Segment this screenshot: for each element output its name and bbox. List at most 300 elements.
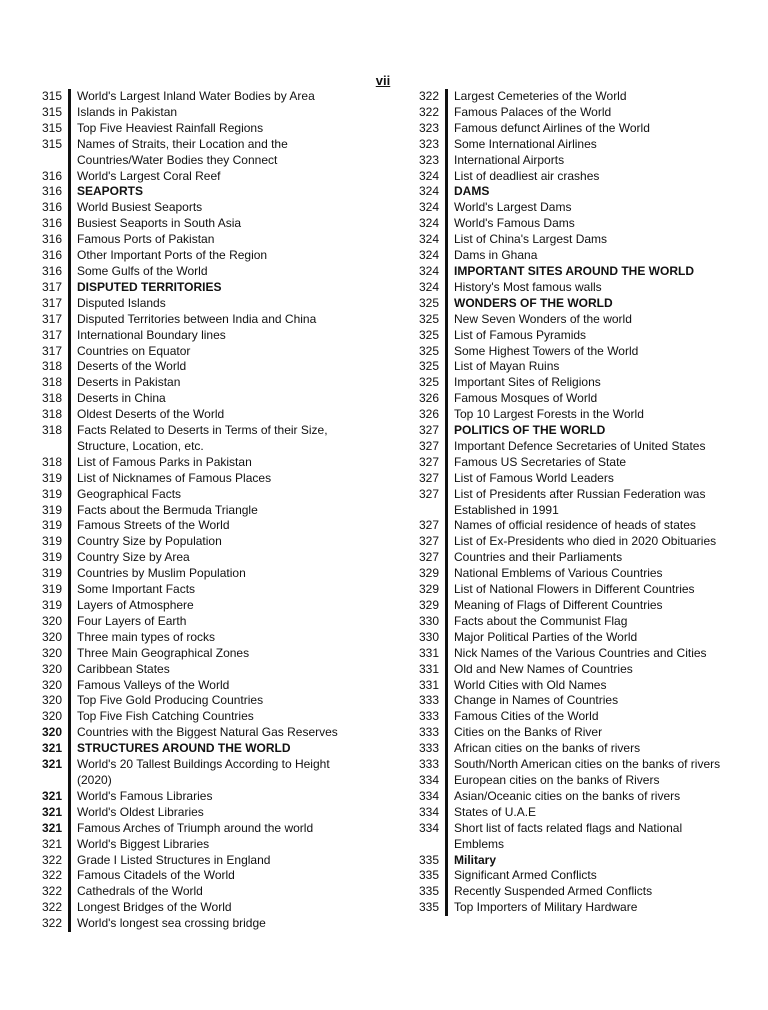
toc-entry [395,646,735,662]
toc-entry [18,503,363,519]
toc-page-number: 318 [41,391,62,406]
toc-page-number: 325 [418,343,439,358]
toc-divider-bar [68,582,71,598]
toc-divider-bar [445,455,448,471]
toc-page-number: 327 [418,534,439,549]
toc-page-number: 318 [41,454,62,469]
toc-divider-bar [445,725,448,741]
toc-entry [18,884,363,900]
toc-page-number: 330 [418,613,439,628]
toc-entry [18,789,363,805]
toc-entry-title: List of deadliest air crashes [454,168,600,183]
toc-entry-title: Asian/Oceanic cities on the banks of rivers [454,788,681,803]
toc-page-number: 317 [41,295,62,310]
toc-entry-title: Nick Names of the Various Countries and Cities [454,645,707,660]
toc-entry [18,630,363,646]
toc-page-number: 324 [418,263,439,278]
toc-divider-bar [68,216,71,232]
toc-page-number: 320 [41,725,62,740]
toc-divider-bar [445,821,448,853]
toc-entry [18,137,363,169]
toc-entry-title: Famous US Secretaries of State [454,454,627,469]
toc-divider-bar [68,328,71,344]
toc-divider-bar [445,137,448,153]
toc-entry-title: Famous Cities of the World [454,709,599,724]
toc-entry [18,169,363,185]
toc-page-number: 329 [418,598,439,612]
toc-page-number: 320 [41,709,62,724]
toc-page-number: 327 [418,470,439,485]
toc-entry [395,821,735,853]
toc-page-number: 319 [41,534,62,549]
toc-divider-bar [68,248,71,264]
toc-entry-title: Short list of facts related flags and National Emblems [454,820,683,851]
toc-entry [18,757,363,789]
toc-entry-title: World's 20 Tallest Buildings According to Height (2020) [77,757,330,787]
toc-divider-bar [445,232,448,248]
toc-entry [395,105,735,121]
toc-entry [18,344,363,360]
toc-page-number: 327 [418,550,439,565]
toc-entry [395,359,735,375]
toc-divider-bar [445,121,448,137]
toc-page-number: 317 [41,343,62,358]
toc-divider-bar [445,359,448,375]
toc-entry [395,375,735,391]
toc-entry-title: Geographical Facts [77,486,182,501]
toc-divider-bar [68,423,71,455]
toc-entry [18,375,363,391]
toc-entry-title: List of Famous Parks in Pakistan [77,454,252,469]
toc-entry-title: Famous Streets of the World [77,518,230,533]
toc-entry [18,709,363,725]
toc-page-number: 324 [418,168,439,183]
toc-entry [18,821,363,837]
toc-divider-bar [445,375,448,391]
toc-entry-title: Significant Armed Conflicts [454,868,597,883]
toc-entry [395,582,735,598]
toc-divider-bar [68,868,71,884]
toc-entry [395,455,735,471]
toc-entry [395,280,735,296]
toc-divider-bar [445,678,448,694]
toc-divider-bar [445,566,448,582]
toc-divider-bar [68,646,71,662]
toc-entry [395,598,735,614]
toc-divider-bar [445,598,448,614]
toc-page-number: 333 [418,709,439,724]
toc-page-number: 333 [418,725,439,740]
toc-page-number: 316 [41,248,62,263]
toc-page-number: 321 [41,741,62,756]
toc-entry [18,89,363,105]
toc-page-number: 323 [418,136,439,151]
toc-entry-title: Top Five Gold Producing Countries [77,693,264,708]
toc-entry-title: Recently Suspended Armed Conflicts [454,884,653,899]
toc-divider-bar [68,805,71,821]
toc-divider-bar [445,773,448,789]
toc-page-number: 329 [418,566,439,581]
toc-page-number: 327 [418,423,439,438]
toc-entry-title: Famous Mosques of World [454,391,598,406]
toc-entry [395,741,735,757]
toc-page-number: 321 [41,836,62,851]
toc-entry-title: Top Importers of Military Hardware [454,900,638,915]
toc-entry-title: Longest Bridges of the World [77,900,232,915]
toc-entry-title: List of Famous Pyramids [454,327,587,342]
toc-page-number: 324 [418,184,439,199]
toc-page-number: 321 [41,788,62,803]
toc-divider-bar [445,264,448,280]
toc-page-number: 315 [41,136,62,151]
toc-divider-bar [68,518,71,534]
toc-divider-bar [68,884,71,900]
toc-divider-bar [68,407,71,423]
toc-entry [395,550,735,566]
toc-page-number: 320 [41,693,62,708]
toc-entry [18,805,363,821]
toc-entry [395,534,735,550]
toc-entry-title: World's Oldest Libraries [77,804,204,819]
toc-page-number: 331 [418,661,439,676]
toc-entry [395,121,735,137]
toc-page-number: 333 [418,757,439,772]
toc-page-number: 319 [41,582,62,597]
toc-page-number: 333 [418,741,439,756]
toc-entry-title: Dams in Ghana [454,248,538,263]
toc-divider-bar [68,916,71,932]
toc-divider-bar [445,900,448,916]
toc-divider-bar [68,312,71,328]
toc-divider-bar [445,630,448,646]
toc-entry [18,423,363,455]
toc-page-number: 317 [41,327,62,342]
toc-divider-bar [68,725,71,741]
toc-entry-title: Facts about the Communist Flag [454,613,628,628]
toc-entry-title: Famous Ports of Pakistan [77,232,215,247]
toc-entry-title: Important Defence Secretaries of United States [454,438,706,453]
toc-entry [395,757,735,773]
toc-divider-bar [445,662,448,678]
toc-divider-bar [68,487,71,503]
toc-divider-bar [68,169,71,185]
contents-column-right [395,89,735,916]
toc-entry [395,725,735,741]
toc-entry-title: South/North American cities on the banks of rivers [454,757,721,772]
toc-divider-bar [68,391,71,407]
toc-divider-bar [445,534,448,550]
toc-entry-title: Some International Airlines [454,136,597,151]
toc-entry [18,264,363,280]
toc-entry [18,312,363,328]
toc-entry [395,169,735,185]
toc-page-number: 318 [41,407,62,422]
toc-divider-bar [68,359,71,375]
toc-entry-title: States of U.A.E [454,804,537,819]
toc-page-number: 325 [418,375,439,390]
toc-page-number: 322 [41,900,62,915]
toc-entry [395,709,735,725]
toc-entry [395,566,735,582]
toc-entry [395,264,735,280]
toc-divider-bar [68,137,71,169]
toc-divider-bar [445,805,448,821]
toc-entry [395,153,735,169]
toc-page-number: 321 [41,804,62,819]
toc-entry [18,868,363,884]
toc-page-number: 327 [418,486,439,501]
toc-entry [395,630,735,646]
toc-divider-bar [445,853,448,869]
toc-entry [18,916,363,932]
toc-divider-bar [445,296,448,312]
toc-divider-bar [445,169,448,185]
toc-divider-bar [445,487,448,519]
toc-page-number: 324 [418,248,439,263]
toc-page-number: 320 [41,613,62,628]
toc-divider-bar [445,312,448,328]
toc-divider-bar [68,598,71,614]
toc-page-number: 315 [41,104,62,119]
toc-page-number: 333 [418,693,439,708]
toc-entry [18,646,363,662]
toc-page-number: 331 [418,677,439,692]
toc-divider-bar [445,328,448,344]
toc-divider-bar [445,423,448,439]
toc-entry-title: Important Sites of Religions [454,375,601,390]
toc-divider-bar [445,550,448,566]
toc-divider-bar [68,821,71,837]
toc-entry [395,391,735,407]
toc-divider-bar [68,900,71,916]
toc-entry-title: SEAPORTS [77,184,144,199]
toc-entry [18,662,363,678]
toc-entry-title: Famous Valleys of the World [77,677,230,692]
toc-entry-title: Islands in Pakistan [77,104,178,119]
toc-entry-title: World's Biggest Libraries [77,836,210,851]
toc-entry-title: List of Mayan Ruins [454,359,560,374]
toc-divider-bar [68,550,71,566]
toc-divider-bar [445,709,448,725]
toc-entry [18,184,363,200]
toc-entry [18,471,363,487]
toc-entry [395,328,735,344]
toc-entry-title: Names of official residence of heads of states [454,518,696,533]
contents-column-left [18,89,363,932]
toc-divider-bar [68,375,71,391]
toc-entry-title: List of National Flowers in Different Countries [454,582,695,597]
toc-divider-bar [445,248,448,264]
toc-entry-title: Oldest Deserts of the World [77,407,225,422]
toc-entry [395,232,735,248]
toc-divider-bar [68,200,71,216]
toc-divider-bar [68,630,71,646]
toc-divider-bar [445,439,448,455]
toc-entry [395,296,735,312]
toc-entry-title: European cities on the banks of Rivers [454,772,660,787]
toc-page-number: 326 [418,407,439,422]
toc-divider-bar [445,407,448,423]
toc-entry-title: POLITICS OF THE WORLD [454,423,606,438]
toc-divider-bar [68,693,71,709]
toc-page-number: 322 [418,104,439,119]
toc-entry-title: International Airports [454,152,565,167]
toc-entry-title: Grade I Listed Structures in England [77,852,271,867]
toc-entry [395,853,735,869]
toc-entry-title: Three Main Geographical Zones [77,645,250,660]
toc-page-number: 329 [418,582,439,597]
toc-entry [395,900,735,916]
toc-entry [18,216,363,232]
toc-entry [395,407,735,423]
toc-entry [18,598,363,614]
toc-divider-bar [68,614,71,630]
toc-page-number: 319 [41,486,62,501]
toc-entry [18,359,363,375]
toc-entry-title: Some Important Facts [77,582,196,597]
toc-page-number: 322 [41,884,62,899]
toc-page-number: 331 [418,645,439,660]
toc-divider-bar [68,853,71,869]
toc-page-number: 315 [41,120,62,135]
toc-entry-title: Top Five Fish Catching Countries [77,709,254,724]
toc-page-number: 322 [41,916,62,931]
toc-divider-bar [445,582,448,598]
toc-page-number: 317 [41,279,62,294]
toc-divider-bar [445,614,448,630]
toc-page-number: 323 [418,152,439,167]
toc-entry [18,725,363,741]
toc-entry [395,487,735,519]
toc-page-number: 320 [41,629,62,644]
toc-entry-title: Countries on Equator [77,343,191,358]
toc-page-number: 324 [418,200,439,215]
toc-entry [395,200,735,216]
toc-entry-title: IMPORTANT SITES AROUND THE WORLD [454,263,694,278]
toc-divider-bar [68,89,71,105]
toc-entry-title: Major Political Parties of the World [454,629,638,644]
toc-entry-title: World's Largest Inland Water Bodies by Area [77,89,315,103]
toc-entry [18,693,363,709]
toc-entry-title: Change in Names of Countries [454,693,619,708]
toc-entry [395,614,735,630]
toc-page-number: 318 [41,359,62,374]
toc-entry [18,121,363,137]
toc-entry-title: Famous defunct Airlines of the World [454,120,650,135]
toc-page-number: 334 [418,820,439,835]
toc-entry-title: Deserts in China [77,391,166,406]
toc-page-number: 327 [418,438,439,453]
toc-entry-title: Military [454,852,497,867]
toc-entry-title: New Seven Wonders of the world [454,311,632,326]
toc-entry-title: Top Five Heaviest Rainfall Regions [77,120,264,135]
toc-divider-bar [445,280,448,296]
toc-divider-bar [68,534,71,550]
toc-page-number: 326 [418,391,439,406]
toc-divider-bar [68,344,71,360]
toc-entry [18,455,363,471]
toc-page-number: 322 [41,868,62,883]
toc-entry-title: Countries and their Parliaments [454,550,623,565]
toc-page-number: 319 [41,550,62,565]
toc-entry [395,678,735,694]
toc-entry-title: Some Gulfs of the World [77,263,208,278]
toc-entry-title: Deserts of the World [77,359,187,374]
toc-entry-title: List of China's Largest Dams [454,232,608,247]
toc-entry [395,344,735,360]
toc-entry-title: National Emblems of Various Countries [454,566,663,581]
toc-entry [18,741,363,757]
toc-page-number: 322 [41,852,62,867]
toc-divider-bar [445,518,448,534]
toc-entry-title: World's Famous Dams [454,216,575,231]
toc-entry-title: Famous Citadels of the World [77,868,235,883]
toc-entry [18,853,363,869]
toc-divider-bar [68,471,71,487]
toc-entry-title: Disputed Territories between India and China [77,311,317,326]
toc-entry-title: Four Layers of Earth [77,613,187,628]
toc-entry-title: Deserts in Pakistan [77,375,181,390]
toc-entry-title: Famous Arches of Triumph around the world [77,820,314,835]
toc-page-number: 321 [41,757,62,772]
toc-entry-title: World Cities with Old Names [454,677,607,692]
toc-page-number: 316 [41,263,62,278]
toc-entry [395,184,735,200]
toc-divider-bar [68,184,71,200]
toc-divider-bar [445,868,448,884]
toc-entry-title: Top 10 Largest Forests in the World [454,407,644,422]
toc-entry [18,391,363,407]
toc-entry-title: History's Most famous walls [454,279,602,294]
toc-entry-title: World Busiest Seaports [77,200,203,215]
toc-entry-title: Countries with the Biggest Natural Gas Reserves [77,725,338,740]
toc-divider-bar [445,105,448,121]
toc-page-number: 316 [41,216,62,231]
toc-page-number: 321 [41,820,62,835]
toc-entry [18,248,363,264]
toc-page-number: 335 [418,900,439,915]
toc-entry [395,884,735,900]
toc-page-number: 316 [41,200,62,215]
toc-page-number: 319 [41,566,62,581]
toc-entry-title: Busiest Seaports in South Asia [77,216,242,231]
toc-entry-title: Facts Related to Deserts in Terms of their Size, Structure, Location, etc. [77,423,328,453]
toc-divider-bar [68,264,71,280]
toc-divider-bar [68,455,71,471]
toc-page-number: 320 [41,645,62,660]
toc-divider-bar [445,741,448,757]
toc-entry-title: Some Highest Towers of the World [454,343,639,358]
toc-page-number: 319 [41,470,62,485]
toc-divider-bar [445,89,448,105]
toc-entry-title: STRUCTURES AROUND THE WORLD [77,741,291,756]
toc-divider-bar [68,709,71,725]
toc-entry-title: World's Largest Dams [454,200,572,215]
toc-entry [395,89,735,105]
toc-divider-bar [445,646,448,662]
toc-divider-bar [445,153,448,169]
toc-divider-bar [445,693,448,709]
toc-divider-bar [68,678,71,694]
toc-page-number: 335 [418,868,439,883]
toc-page-number: 325 [418,311,439,326]
toc-page-number: 325 [418,295,439,310]
toc-page-number: 320 [41,661,62,676]
toc-entry-title: World's Famous Libraries [77,788,213,803]
toc-page-number: 324 [418,279,439,294]
toc-entry [395,248,735,264]
toc-entry [18,678,363,694]
